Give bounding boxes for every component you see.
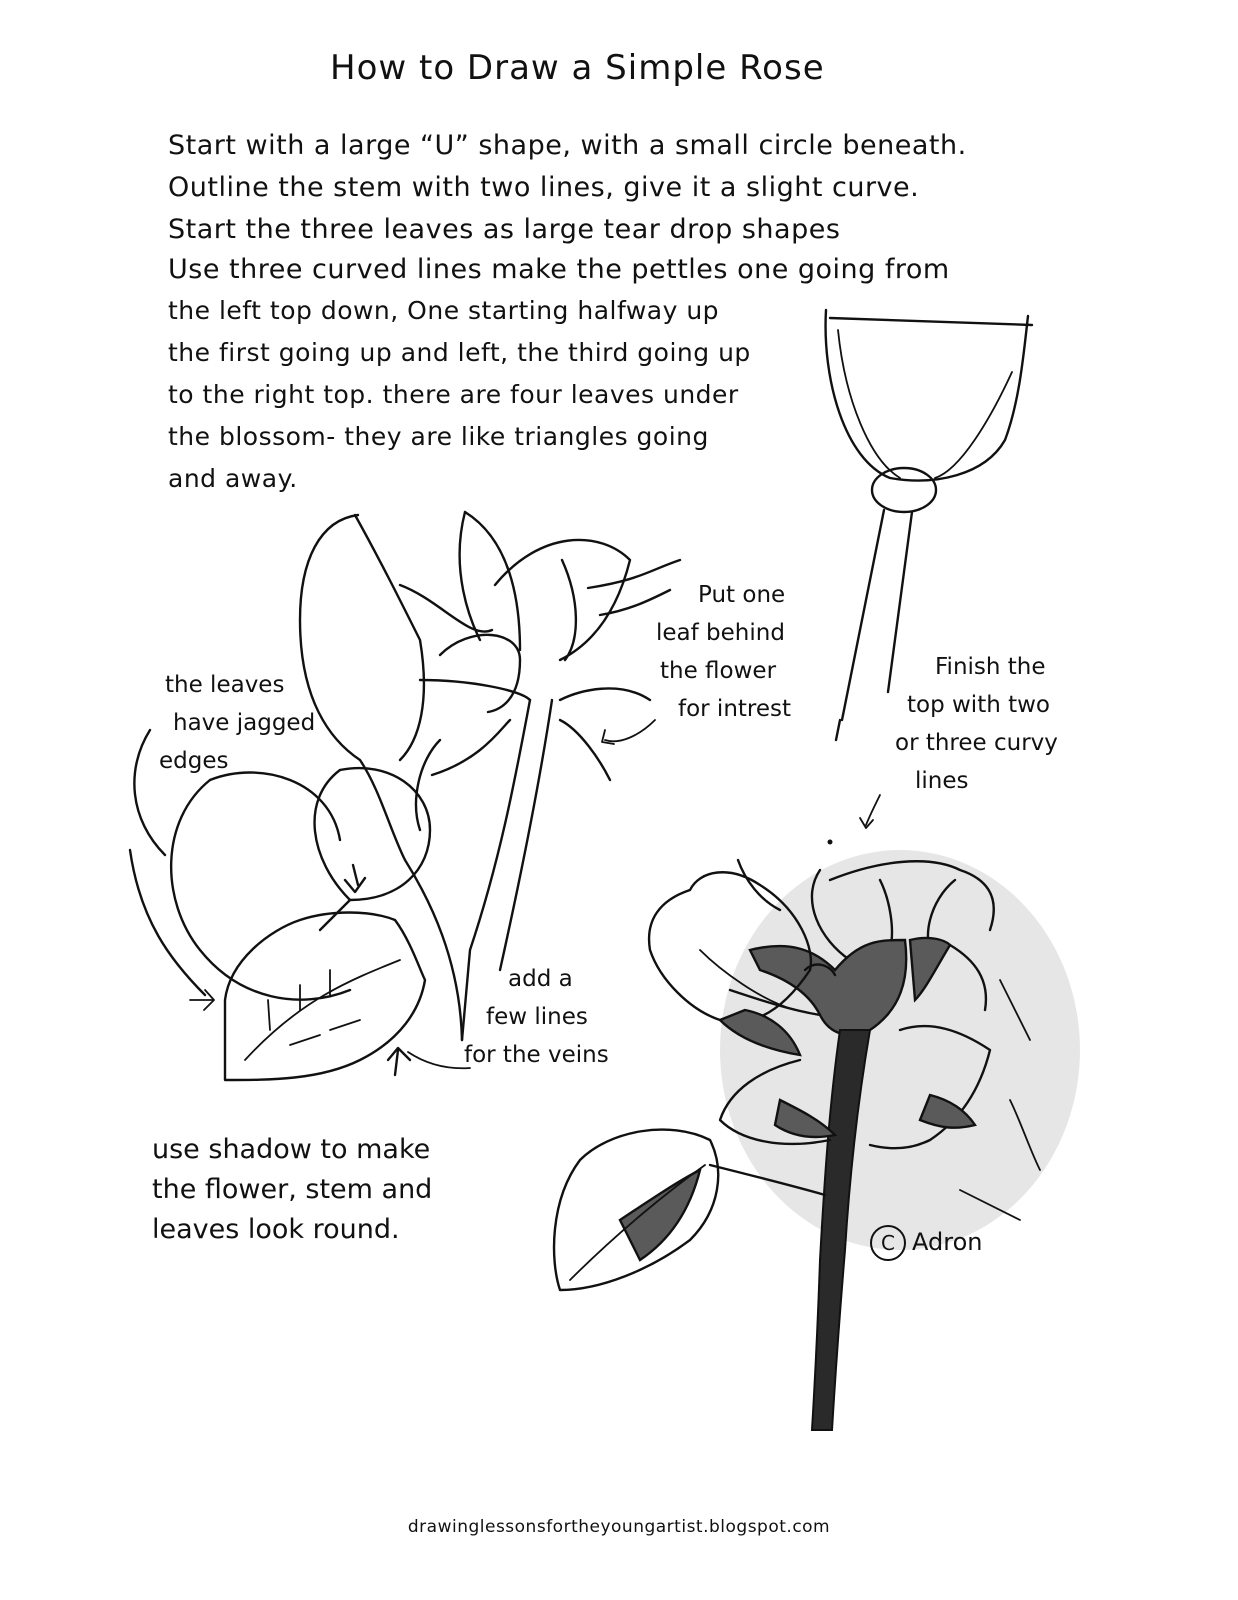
instruction-line: Start the three leaves as large tear drop shapes bbox=[168, 214, 841, 245]
note-leaf-behind: Put one leaf behind the flower for intrest bbox=[656, 582, 792, 722]
footer-url: drawinglessonsfortheyoungartist.blogspot.com bbox=[407, 1517, 831, 1537]
copyright-symbol: C bbox=[870, 1225, 906, 1261]
instruction-line: the blossom- they are like triangles going bbox=[168, 422, 709, 451]
artist-signature: Adron bbox=[912, 1228, 983, 1256]
instruction-line: Use three curved lines make the pettles one going from bbox=[168, 254, 950, 285]
instruction-line: the left top down, One starting halfway up bbox=[168, 296, 720, 325]
copyright-signature bbox=[870, 1225, 982, 1261]
instruction-line: to the right top. there are four leaves under bbox=[168, 380, 739, 409]
note-jagged-edges: the leaves have jagged edges bbox=[159, 672, 316, 774]
note-shadow: use shadow to make the flower, stem and leaves look round. bbox=[152, 1134, 433, 1245]
instruction-line: the first going up and left, the third going up bbox=[168, 338, 751, 367]
note-finish-top: Finish the top with two or three curvy lines bbox=[895, 654, 1058, 794]
instruction-line: and away. bbox=[168, 464, 298, 493]
instruction-line: Outline the stem with two lines, give it a slight curve. bbox=[168, 172, 920, 203]
instruction-line: Start with a large “U” shape, with a small circle beneath. bbox=[168, 130, 967, 161]
worksheet-title: How to Draw a Simple Rose bbox=[330, 48, 825, 88]
note-veins: add a few lines for the veins bbox=[464, 966, 609, 1068]
finished-rose-drawing bbox=[554, 850, 1080, 1430]
